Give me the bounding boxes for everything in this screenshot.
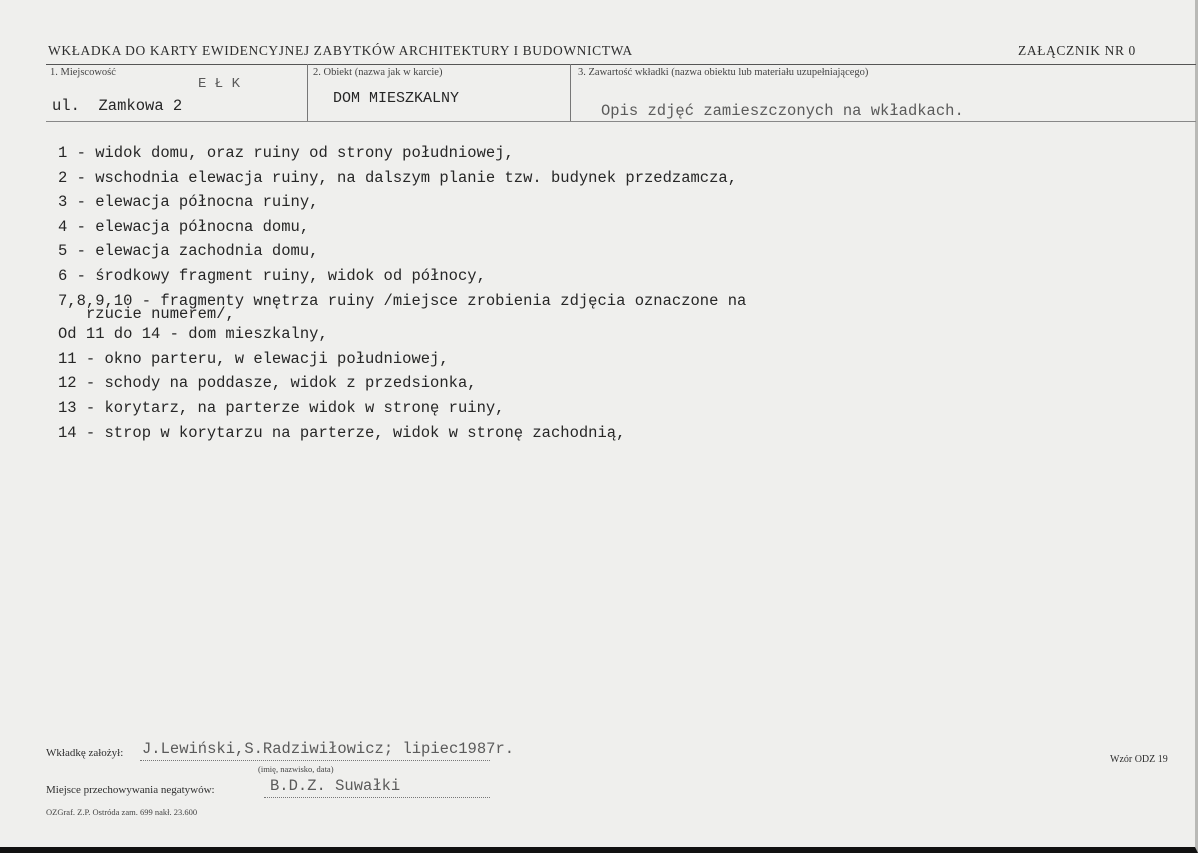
header-rule [46, 64, 1196, 65]
list-item: 14 - strop w korytarzu na parterze, widok w stronę zachodnią, [58, 423, 626, 442]
prepared-by-label: Wkładkę założył: [46, 747, 124, 759]
list-item: 13 - korytarz, na parterze widok w stronę ruiny, [58, 398, 505, 417]
list-item: 6 - środkowy fragment ruiny, widok od północy, [58, 266, 486, 285]
negatives-location-label: Miejsce przechowywania negatywów: [46, 784, 215, 796]
list-item: 5 - elewacja zachodnia domu, [58, 242, 319, 261]
content-value: Opis zdjęć zamieszczonych na wkładkach. [601, 102, 964, 120]
negatives-location-value: B.D.Z. Suwałki [270, 777, 401, 795]
negatives-location-line [264, 797, 490, 798]
prepared-by-value: J.Lewiński,S.Radziwiłowicz; lipiec1987r. [142, 740, 515, 758]
photo-description-list [58, 141, 746, 445]
locality-value: E Ł K [198, 76, 241, 92]
list-item: 11 - okno parteru, w elewacji południowej, [58, 349, 449, 368]
list-item: Od 11 do 14 - dom mieszkalny, [58, 325, 328, 344]
object-value: DOM MIESZKALNY [333, 90, 460, 107]
printer-note: OZGraf. Z.P. Ostróda zam. 699 nakł. 23.600 [46, 807, 198, 817]
object-label: 2. Obiekt (nazwa jak w karcie) [313, 67, 443, 78]
list-item-continuation: rzucie numerem/, [86, 305, 235, 324]
content-label: 3. Zawartość wkładki (nazwa obiektu lub materiału uzupełniającego) [578, 67, 869, 78]
fields-rule [46, 121, 1196, 122]
list-item: 12 - schody na poddasze, widok z przedsionka, [58, 374, 477, 393]
field-divider-1 [307, 64, 308, 121]
list-item [58, 289, 746, 323]
attachment-number: ZAŁĄCZNIK NR 0 [1018, 43, 1136, 58]
prepared-by-line [140, 760, 490, 761]
street-value: ul. Zamkowa 2 [52, 97, 183, 115]
field-divider-2 [570, 64, 571, 121]
list-item: 2 - wschodnia elewacja ruiny, na dalszym planie tzw. budynek przedzamcza, [58, 168, 738, 187]
locality-label: 1. Miejscowość [50, 67, 116, 78]
list-item: 1 - widok domu, oraz ruiny od strony południowej, [58, 144, 514, 162]
form-code: Wzór ODZ 19 [1110, 754, 1168, 765]
form-title: WKŁADKA DO KARTY EWIDENCYJNEJ ZABYTKÓW ARCHITEKTURY I BUDOWNICTWA [48, 43, 633, 58]
list-item: 3 - elewacja północna ruiny, [58, 193, 319, 212]
list-item: 4 - elewacja północna domu, [58, 217, 310, 236]
list-item-text: 7,8,9,10 - fragmenty wnętrza ruiny /miejsce zrobienia zdjęcia oznaczone na [58, 291, 747, 310]
prepared-by-hint: (imię, nazwisko, data) [258, 764, 334, 774]
